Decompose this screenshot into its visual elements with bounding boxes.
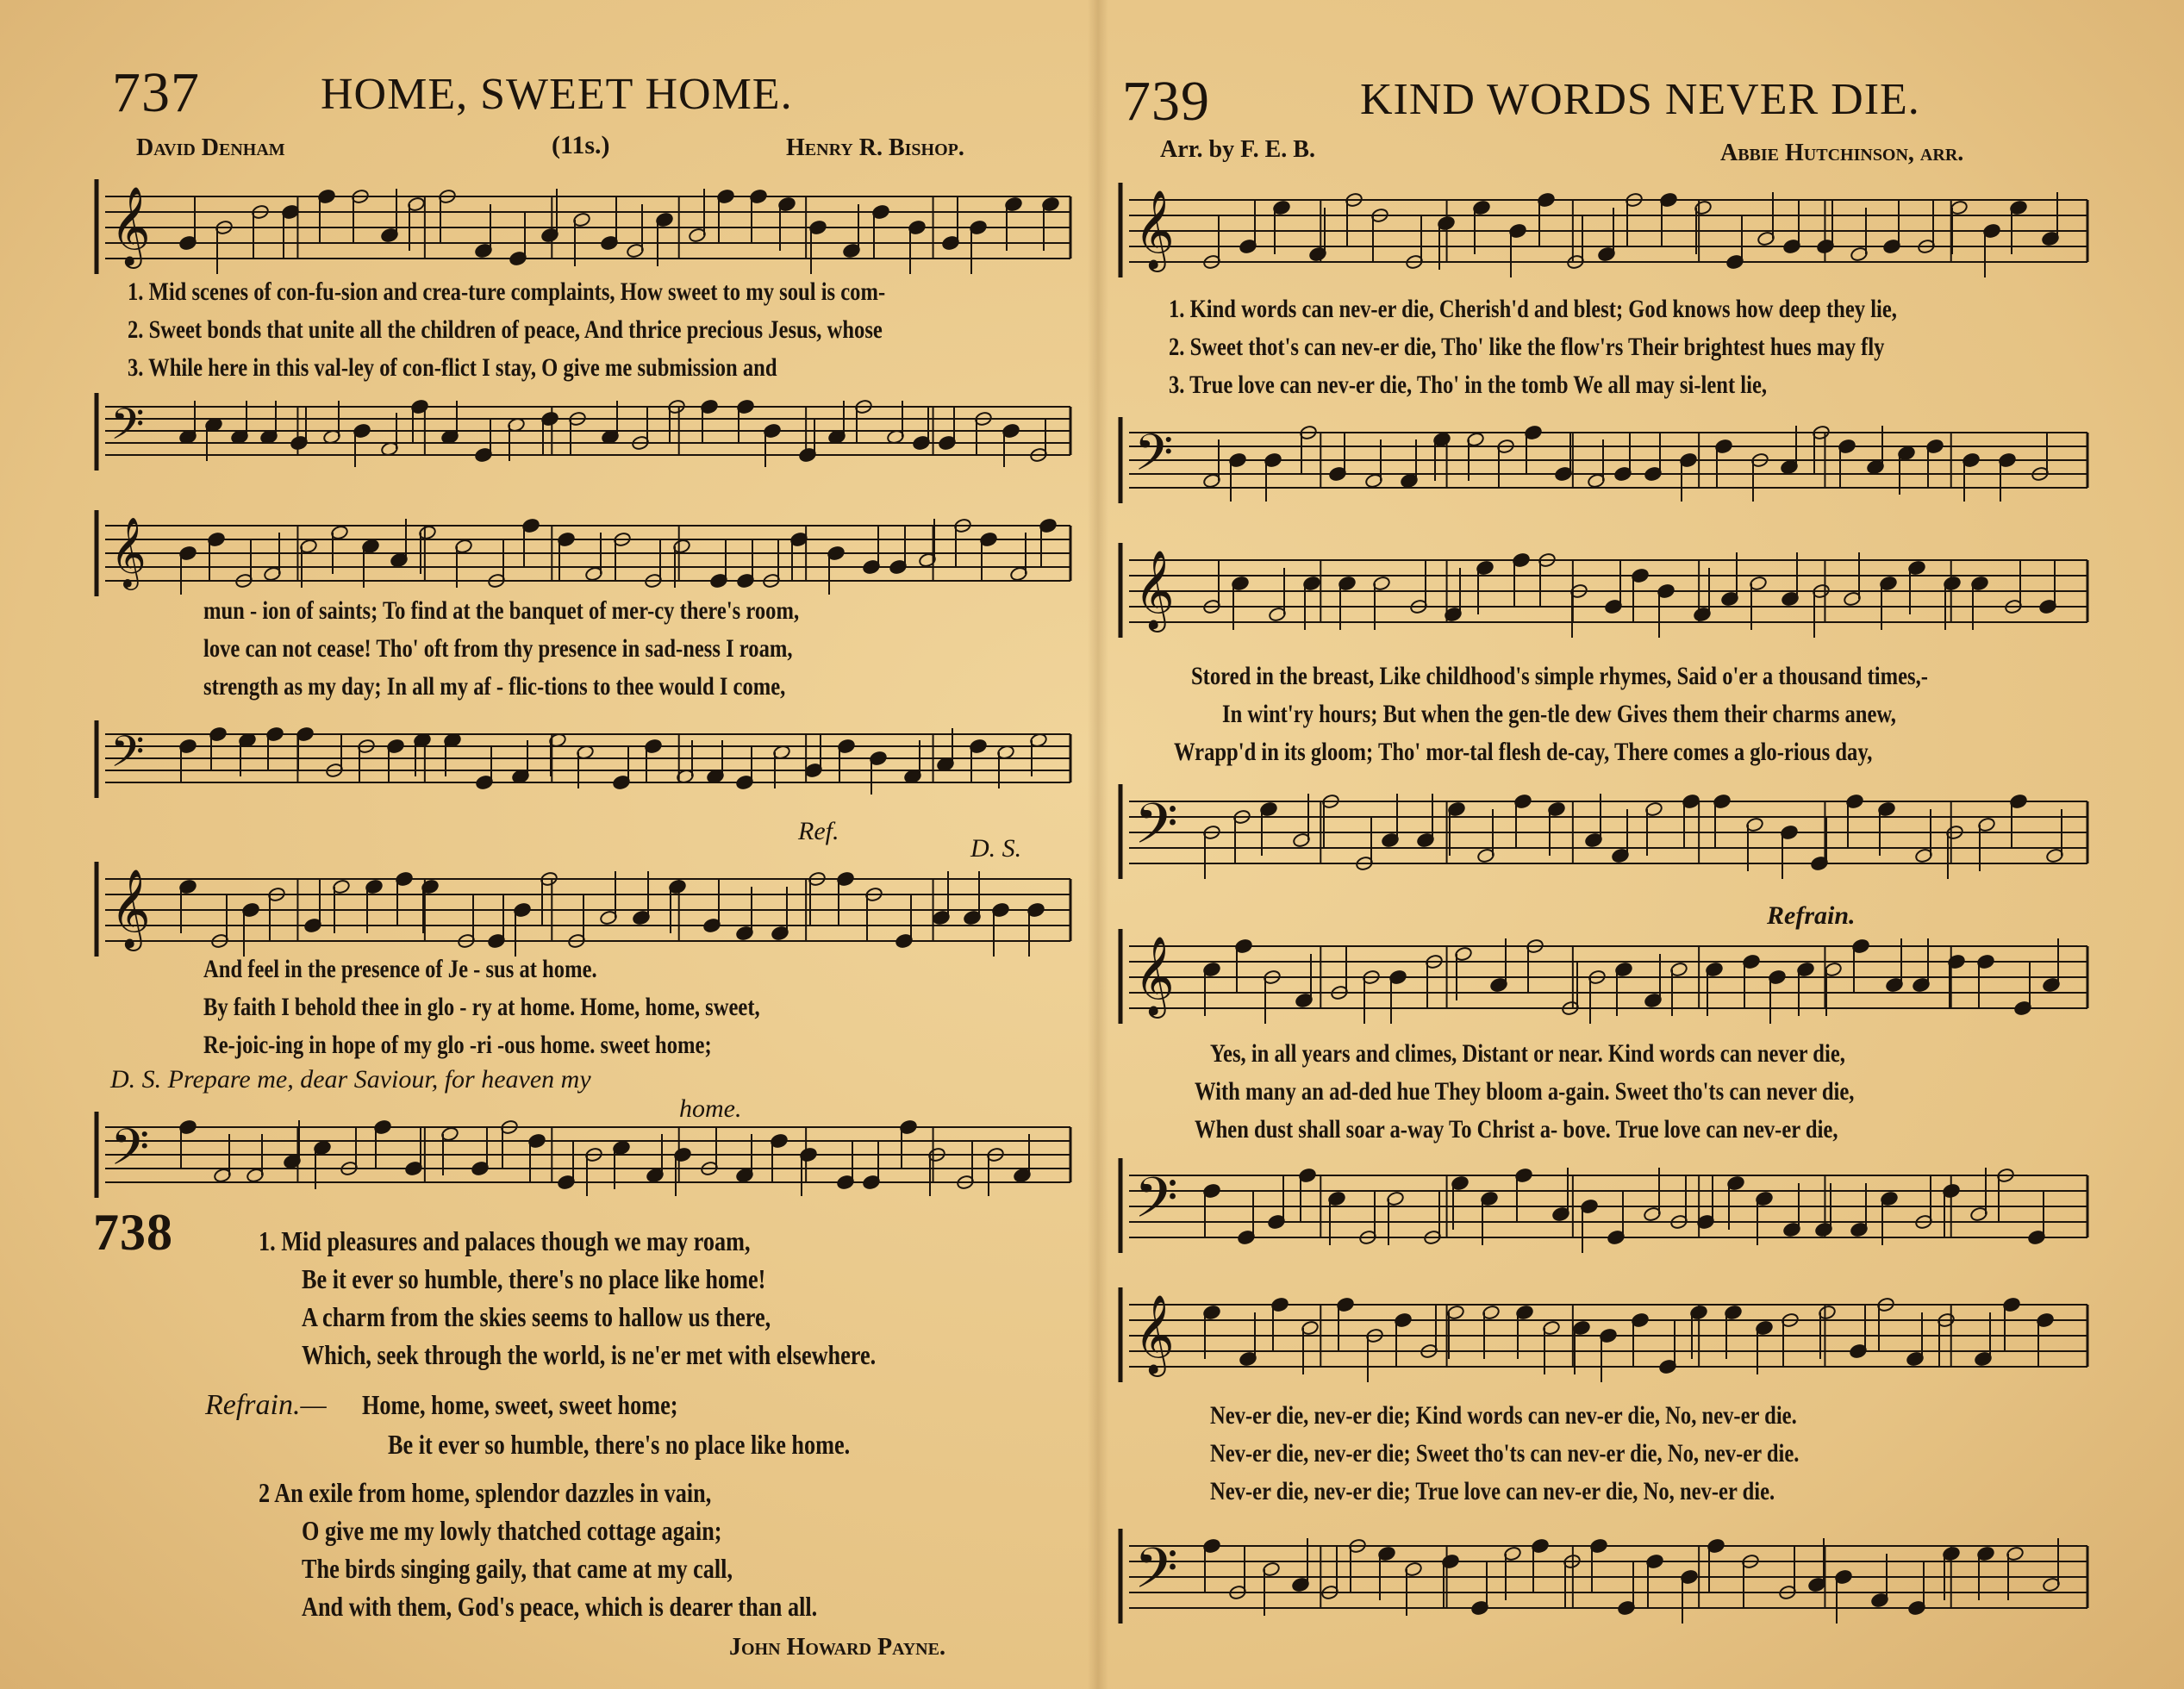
- hymn-739-system-2-bass-staff: [1117, 784, 2094, 879]
- hymn-737-s2-verse-2: love can not cease! Tho' oft from thy presence in sad-ness I roam,: [203, 634, 793, 663]
- hymn-739-system-3-bass-staff: [1117, 1158, 2094, 1253]
- hymn-737-s2-verse-1: mun - ion of saints; To find at the banquet of mer-cy there's room,: [203, 596, 800, 625]
- hymn-739-s4-verse-3: Nev-er die, nev-er die; True love can nev-er die, No, nev-er die.: [1210, 1477, 1775, 1505]
- hymn-739-system-4-treble-staff: [1117, 1287, 2094, 1382]
- hymn-739-title: KIND WORDS NEVER DIE.: [1360, 75, 1920, 124]
- bass-clef: 𝄢: [1134, 790, 1178, 871]
- hymn-737-system-2-treble-staff: [93, 510, 1077, 596]
- hymn-739-s1-verse-1: 1. Kind words can nev-er die, Cherish'd and blest; God knows how deep they lie,: [1169, 295, 1897, 323]
- hymn-738-v1-line-2: Be it ever so humble, there's no place like home!: [302, 1263, 766, 1294]
- hymn-738-v1-line-1: 1. Mid pleasures and palaces though we may roam,: [259, 1225, 751, 1256]
- hymn-738-number: 738: [93, 1204, 173, 1261]
- hymn-739-s3-verse-3: When dust shall soar a-way To Christ a- bove. True love can nev-er die,: [1195, 1115, 1838, 1144]
- hymn-739-s4-verse-2: Nev-er die, nev-er die; Sweet tho'ts can nev-er die, No, nev-er die.: [1210, 1439, 1800, 1468]
- hymn-737-s3-verse-3: Re-joic-ing in hope of my glo -ri -ous home. sweet home;: [203, 1031, 712, 1059]
- bass-clef: 𝄢: [110, 726, 145, 788]
- hymn-739-s4-verse-1: Nev-er die, nev-er die; Kind words can nev-er die, No, nev-er die.: [1210, 1401, 1797, 1430]
- treble-clef: 𝄞: [1134, 189, 1175, 270]
- hymn-738-v1-line-3: A charm from the skies seems to hallow us there,: [302, 1301, 771, 1332]
- hymn-737-ds-instruction-end: home.: [679, 1094, 742, 1123]
- hymn-737-system-2-bass-staff: [93, 720, 1077, 798]
- hymn-739-number: 739: [1122, 70, 1210, 133]
- page-gutter: [1088, 0, 1108, 1689]
- hymn-737-ds-instruction: D. S. Prepare me, dear Saviour, for heaven my: [110, 1065, 591, 1094]
- hymn-739-s2-verse-2: In wint'ry hours; But when the gen-tle dew Gives them their charms anew,: [1222, 700, 1896, 728]
- bass-clef: 𝄢: [1134, 1535, 1178, 1616]
- hymn-739-system-2-treble-staff: [1117, 543, 2094, 638]
- treble-clef: 𝄞: [110, 868, 151, 949]
- hymn-737-system-1-treble-staff: [93, 179, 1077, 274]
- hymn-739-system-4-bass-staff: [1117, 1529, 2094, 1624]
- bass-clef: 𝄢: [1134, 423, 1174, 495]
- hymn-737-s3-verse-2: By faith I behold thee in glo - ry at home. Home, home, sweet,: [203, 993, 760, 1021]
- hymn-737-s2-verse-3: strength as my day; In all my af - flic-tions to thee would I come,: [203, 672, 786, 701]
- hymn-738-v2-line-4: And with them, God's peace, which is dearer than all.: [302, 1591, 818, 1622]
- hymn-739-s1-verse-2: 2. Sweet thot's can nev-er die, Tho' like the flow'rs Their brightest hues may fly: [1169, 333, 1885, 361]
- bass-clef: 𝄢: [110, 398, 145, 461]
- hymn-738-refrain-line-2: Be it ever so humble, there's no place like home.: [388, 1429, 851, 1460]
- hymn-739-system-1-bass-staff: [1117, 417, 2094, 503]
- hymn-737-s1-verse-2: 2. Sweet bonds that unite all the children of peace, And thrice precious Jesus, whose: [128, 315, 883, 344]
- hymn-737-ref-mark: Ref.: [798, 817, 839, 845]
- treble-clef: 𝄞: [110, 516, 147, 588]
- hymn-737-author: David Denham: [136, 134, 285, 161]
- hymn-739-s3-verse-1: Yes, in all years and climes, Distant or near. Kind words can never die,: [1210, 1039, 1845, 1068]
- hymn-737-ds-mark: D. S.: [970, 834, 1022, 863]
- hymn-739-s2-verse-1: Stored in the breast, Like childhood's simple rhymes, Said o'er a thousand times,-: [1191, 662, 1928, 690]
- treble-clef: 𝄞: [1134, 935, 1175, 1016]
- bass-clef: 𝄢: [1134, 1164, 1178, 1245]
- hymn-737-meter: (11s.): [552, 131, 610, 159]
- hymn-737-s1-verse-3: 3. While here in this val-ley of con-flict I stay, O give me submission and: [128, 353, 777, 382]
- hymn-739-refrain-mark: Refrain.: [1767, 901, 1856, 930]
- hymn-738-v2-line-1: 2 An exile from home, splendor dazzles in vain,: [259, 1477, 712, 1508]
- hymn-738-v2-line-3: The birds singing gaily, that came at my call,: [302, 1553, 733, 1584]
- treble-clef: 𝄞: [110, 185, 151, 266]
- hymn-737-s3-verse-1: And feel in the presence of Je - sus at home.: [203, 955, 597, 983]
- hymn-739-s1-verse-3: 3. True love can nev-er die, Tho' in the tomb We all may si-lent lie,: [1169, 371, 1768, 399]
- bass-clef: 𝄢: [110, 1118, 150, 1189]
- hymn-737-number: 737: [112, 61, 200, 124]
- hymn-737-system-1-bass-staff: [93, 393, 1077, 471]
- hymn-738-refrain-label: Refrain.—: [205, 1389, 327, 1421]
- hymn-739-system-3-treble-staff: [1117, 929, 2094, 1024]
- hymn-737-s1-verse-1: 1. Mid scenes of con-fu-sion and crea-ture complaints, How sweet to my soul is com-: [128, 277, 886, 306]
- hymn-739-composer: Abbie Hutchinson, arr.: [1720, 140, 1964, 166]
- hymn-738-author: John Howard Payne.: [729, 1634, 945, 1661]
- hymn-739-s2-verse-3: Wrapp'd in its gloom; Tho' mor-tal flesh de-cay, There comes a glo-rious day,: [1174, 738, 1873, 766]
- hymn-737-composer: Henry R. Bishop.: [786, 134, 964, 161]
- treble-clef: 𝄞: [1134, 549, 1175, 630]
- hymn-738-refrain-line-1: Home, home, sweet, sweet home;: [362, 1389, 678, 1420]
- hymn-737-system-3-bass-staff: [93, 1112, 1077, 1198]
- hymn-738-v2-line-2: O give me my lowly thatched cottage again;: [302, 1515, 722, 1546]
- treble-clef: 𝄞: [1134, 1293, 1175, 1374]
- hymn-739-arranger: Arr. by F. E. B.: [1160, 136, 1315, 163]
- hymn-737-system-3-treble-staff: [93, 862, 1077, 957]
- hymn-739-s3-verse-2: With many an ad-ded hue They bloom a-gain. Sweet tho'ts can never die,: [1195, 1077, 1855, 1106]
- hymn-739-system-1-treble-staff: [1117, 183, 2094, 277]
- hymn-737-title: HOME, SWEET HOME.: [321, 70, 793, 119]
- hymn-738-v1-line-4: Which, seek through the world, is ne'er met with elsewhere.: [302, 1339, 877, 1370]
